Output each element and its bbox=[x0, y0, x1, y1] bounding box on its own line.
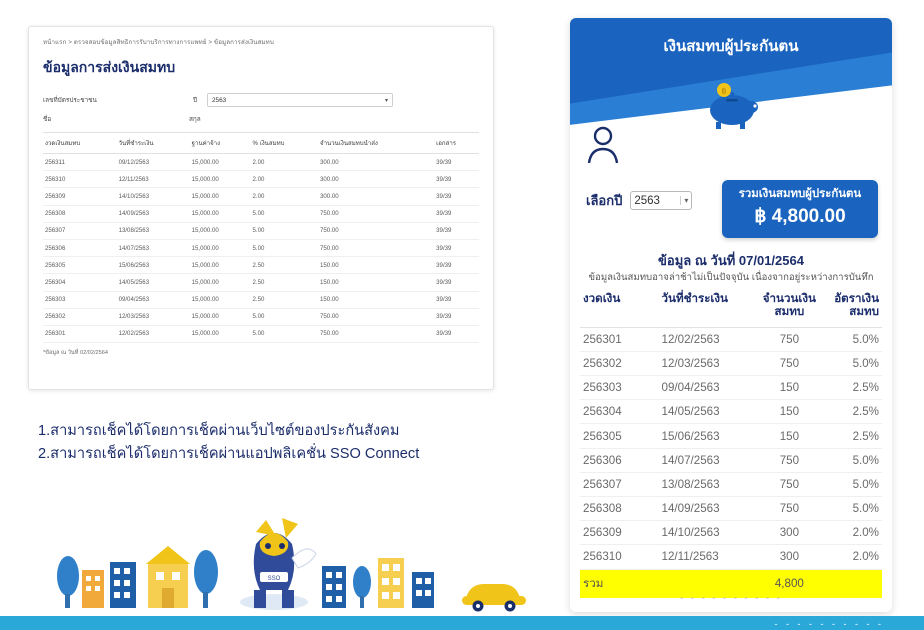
cell-doc: 39/39 bbox=[434, 325, 479, 342]
contribution-table bbox=[43, 132, 479, 343]
cell-paydate: 09/12/2563 bbox=[117, 154, 190, 171]
table-row bbox=[43, 325, 479, 342]
cell-paydate: 14/10/2563 bbox=[659, 521, 756, 545]
cell-doc: 39/39 bbox=[434, 188, 479, 205]
cell-rate: 2.00 bbox=[251, 154, 319, 171]
cell-paydate: 14/07/2563 bbox=[117, 239, 190, 256]
mascot bbox=[240, 518, 316, 610]
cell-paydate: 12/02/2563 bbox=[659, 327, 756, 351]
cell-paydate: 14/10/2563 bbox=[117, 188, 190, 205]
cell-wagebase: 15,000.00 bbox=[190, 257, 251, 274]
cell-wagebase: 15,000.00 bbox=[190, 274, 251, 291]
cell-wagebase: 15,000.00 bbox=[190, 188, 251, 205]
cell-period: 256309 bbox=[43, 188, 117, 205]
cell-period: 256310 bbox=[580, 545, 659, 569]
cell-rate: 5.00 bbox=[251, 308, 319, 325]
surname-label: สกุล bbox=[189, 116, 201, 123]
app-table-header-row bbox=[580, 290, 882, 327]
cell-wagebase: 15,000.00 bbox=[190, 205, 251, 222]
table-row bbox=[43, 154, 479, 171]
cell-amount: 750.00 bbox=[318, 308, 434, 325]
name-row bbox=[43, 114, 479, 124]
year-dropdown-value: 2563 bbox=[634, 194, 660, 207]
cell-period: 256301 bbox=[43, 325, 117, 342]
list-item bbox=[580, 424, 882, 448]
year-dropdown[interactable] bbox=[630, 191, 692, 210]
cell-amount: 150.00 bbox=[318, 291, 434, 308]
total-amount: ฿ 4,800.00 bbox=[754, 206, 846, 228]
cell-amount: 750.00 bbox=[318, 239, 434, 256]
table-header-row bbox=[43, 133, 479, 154]
instruction-line-1: 1.สามารถเช็คได้โดยการเช็คผ่านเว็บไซต์ของประกันสังคม bbox=[38, 423, 400, 439]
cell-rate: 2.0% bbox=[824, 521, 882, 545]
phone-bottom-dashes: - - - - - - - - - - bbox=[679, 592, 783, 604]
cell-period: 256306 bbox=[580, 448, 659, 472]
cell-rate: 5.0% bbox=[824, 448, 882, 472]
cell-period: 256304 bbox=[43, 274, 117, 291]
table-row bbox=[43, 188, 479, 205]
cell-amount: 300.00 bbox=[318, 171, 434, 188]
list-item bbox=[580, 400, 882, 424]
cell-wagebase: 15,000.00 bbox=[190, 325, 251, 342]
cell-amount: 150 bbox=[755, 424, 823, 448]
app-col-paydate: วันที่ชำระเงิน bbox=[659, 290, 756, 327]
cell-rate: 2.00 bbox=[251, 188, 319, 205]
list-item bbox=[580, 327, 882, 351]
cell-amount: 750 bbox=[755, 327, 823, 351]
cell-doc: 39/39 bbox=[434, 257, 479, 274]
cell-wagebase: 15,000.00 bbox=[190, 222, 251, 239]
cell-wagebase: 15,000.00 bbox=[190, 291, 251, 308]
cell-paydate: 14/05/2563 bbox=[659, 400, 756, 424]
cell-amount: 750.00 bbox=[318, 205, 434, 222]
instruction-list bbox=[38, 420, 508, 465]
app-table-body bbox=[580, 327, 882, 598]
year-select[interactable] bbox=[207, 93, 393, 107]
ssn-row bbox=[43, 93, 479, 107]
table-row bbox=[43, 171, 479, 188]
cell-paydate: 12/11/2563 bbox=[117, 171, 190, 188]
bottom-ribbon bbox=[0, 616, 924, 630]
mobile-app-mock bbox=[570, 18, 892, 612]
cell-rate: 2.50 bbox=[251, 257, 319, 274]
table-row bbox=[43, 257, 479, 274]
list-item bbox=[580, 351, 882, 375]
list-item bbox=[580, 376, 882, 400]
cell-doc: 39/39 bbox=[434, 291, 479, 308]
cell-period: 256302 bbox=[580, 351, 659, 375]
cell-wagebase: 15,000.00 bbox=[190, 171, 251, 188]
svg-text:฿: ฿ bbox=[721, 86, 727, 96]
cell-paydate: 13/08/2563 bbox=[659, 472, 756, 496]
cell-amount: 300 bbox=[755, 521, 823, 545]
web-portal-card bbox=[28, 26, 494, 390]
cell-amount: 150 bbox=[755, 400, 823, 424]
cell-period: 256307 bbox=[43, 222, 117, 239]
cell-paydate: 12/11/2563 bbox=[659, 545, 756, 569]
cell-period: 256301 bbox=[580, 327, 659, 351]
table-row bbox=[43, 239, 479, 256]
cell-amount: 150.00 bbox=[318, 257, 434, 274]
cell-paydate: 12/02/2563 bbox=[117, 325, 190, 342]
cell-doc: 39/39 bbox=[434, 171, 479, 188]
app-col-amount: จำนวนเงิน สมทบ bbox=[755, 290, 823, 327]
app-col-period: งวดเงิน bbox=[580, 290, 659, 327]
cell-amount: 750.00 bbox=[318, 222, 434, 239]
cell-amount: 300 bbox=[755, 545, 823, 569]
piggy-bank-icon bbox=[700, 80, 762, 132]
cell-period: 256302 bbox=[43, 308, 117, 325]
cell-paydate: 15/06/2563 bbox=[117, 257, 190, 274]
app-contribution-table bbox=[580, 290, 882, 598]
cell-period: 256309 bbox=[580, 521, 659, 545]
cell-amount: 300.00 bbox=[318, 154, 434, 171]
cell-paydate: 13/08/2563 bbox=[117, 222, 190, 239]
list-item bbox=[580, 448, 882, 472]
col-wagebase: ฐานค่าจ้าง bbox=[190, 133, 251, 154]
cell-amount: 750 bbox=[755, 472, 823, 496]
cell-period: 256308 bbox=[580, 496, 659, 520]
cell-rate: 2.5% bbox=[824, 424, 882, 448]
table-row bbox=[43, 274, 479, 291]
year-select-value: 2563 bbox=[212, 96, 227, 104]
app-title: เงินสมทบผู้ประกันตน bbox=[663, 38, 799, 55]
cell-rate: 2.50 bbox=[251, 274, 319, 291]
table-row bbox=[43, 205, 479, 222]
table-footnote: *ข้อมูล ณ วันที่ 02/02/2564 bbox=[43, 350, 108, 357]
cell-rate: 5.00 bbox=[251, 325, 319, 342]
asof-title: ข้อมูล ณ วันที่ 07/01/2564 bbox=[658, 253, 804, 268]
cell-rate: 2.0% bbox=[824, 545, 882, 569]
list-item bbox=[580, 472, 882, 496]
cell-period: 256303 bbox=[43, 291, 117, 308]
cell-rate: 5.0% bbox=[824, 496, 882, 520]
cell-rate: 5.0% bbox=[824, 351, 882, 375]
table-row bbox=[43, 308, 479, 325]
cell-paydate: 14/05/2563 bbox=[117, 274, 190, 291]
chevron-down-icon: ▾ bbox=[384, 97, 388, 104]
cell-period: 256310 bbox=[43, 171, 117, 188]
list-item bbox=[580, 521, 882, 545]
cell-rate: 5.00 bbox=[251, 239, 319, 256]
cell-rate: 2.5% bbox=[824, 400, 882, 424]
cell-wagebase: 15,000.00 bbox=[190, 239, 251, 256]
cell-paydate: 14/09/2563 bbox=[659, 496, 756, 520]
list-item bbox=[580, 496, 882, 520]
cell-period: 256305 bbox=[43, 257, 117, 274]
cell-wagebase: 15,000.00 bbox=[190, 154, 251, 171]
cell-rate: 2.00 bbox=[251, 171, 319, 188]
ribbon-dashes: - - - - - - - - - - bbox=[774, 619, 884, 629]
cell-rate: 2.50 bbox=[251, 291, 319, 308]
year-label: ปี bbox=[193, 97, 198, 104]
cell-paydate: 09/04/2563 bbox=[659, 376, 756, 400]
summary-label: รวม bbox=[580, 569, 659, 598]
city-illustration bbox=[30, 502, 550, 620]
user-avatar-icon[interactable] bbox=[586, 126, 620, 164]
cell-paydate: 12/03/2563 bbox=[659, 351, 756, 375]
cell-rate: 5.00 bbox=[251, 205, 319, 222]
chevron-down-icon: ▾ bbox=[680, 196, 688, 205]
col-period: งวดเงินสมทบ bbox=[43, 133, 117, 154]
cell-period: 256303 bbox=[580, 376, 659, 400]
cell-paydate: 15/06/2563 bbox=[659, 424, 756, 448]
cell-doc: 39/39 bbox=[434, 222, 479, 239]
app-col-rate: อัตราเงินสมทบ bbox=[824, 290, 882, 327]
cell-paydate: 14/09/2563 bbox=[117, 205, 190, 222]
col-paydate: วันที่ชำระเงิน bbox=[117, 133, 190, 154]
cell-doc: 39/39 bbox=[434, 239, 479, 256]
cell-period: 256307 bbox=[580, 472, 659, 496]
cell-rate: 5.00 bbox=[251, 222, 319, 239]
cell-amount: 150.00 bbox=[318, 274, 434, 291]
svg-text:SSO: SSO bbox=[267, 576, 281, 582]
table-row bbox=[43, 222, 479, 239]
ssn-label: เลขที่บัตรประชาชน bbox=[43, 97, 97, 104]
cell-doc: 39/39 bbox=[434, 154, 479, 171]
cell-rate: 5.0% bbox=[824, 472, 882, 496]
cell-paydate: 09/04/2563 bbox=[117, 291, 190, 308]
cell-amount: 300.00 bbox=[318, 188, 434, 205]
total-contribution-card bbox=[722, 180, 878, 238]
car-icon bbox=[462, 584, 526, 612]
table-body bbox=[43, 154, 479, 343]
cell-period: 256304 bbox=[580, 400, 659, 424]
page-title: ข้อมูลการส่งเงินสมทบ bbox=[43, 59, 176, 75]
cell-amount: 750 bbox=[755, 351, 823, 375]
cell-doc: 39/39 bbox=[434, 308, 479, 325]
cell-wagebase: 15,000.00 bbox=[190, 308, 251, 325]
cell-period: 256306 bbox=[43, 239, 117, 256]
breadcrumb[interactable]: หน้าแรก > ตรวจสอบข้อมูลสิทธิการรับาบริการทางการแพทย์ > ข้อมูลการส่งเงินสมทบ bbox=[43, 39, 274, 46]
table-row bbox=[43, 291, 479, 308]
list-item bbox=[580, 545, 882, 569]
cell-period: 256311 bbox=[43, 154, 117, 171]
cell-paydate: 14/07/2563 bbox=[659, 448, 756, 472]
cell-doc: 39/39 bbox=[434, 274, 479, 291]
year-filter-label: เลือกปี bbox=[586, 193, 623, 208]
cell-period: 256305 bbox=[580, 424, 659, 448]
cell-paydate: 12/03/2563 bbox=[117, 308, 190, 325]
cell-rate: 5.0% bbox=[824, 327, 882, 351]
cell-amount: 750 bbox=[755, 448, 823, 472]
cell-amount: 150 bbox=[755, 376, 823, 400]
year-filter bbox=[586, 190, 692, 211]
name-label: ชื่อ bbox=[43, 116, 52, 123]
cell-amount: 750.00 bbox=[318, 325, 434, 342]
cell-doc: 39/39 bbox=[434, 205, 479, 222]
col-rate: % เงินสมทบ bbox=[251, 133, 319, 154]
col-doc: เอกสาร bbox=[434, 133, 479, 154]
instruction-line-2: 2.สามารถเช็คได้โดยการเช็คผ่านแอปพลิเคชั่น SSO Connect bbox=[38, 445, 420, 462]
cell-period: 256308 bbox=[43, 205, 117, 222]
asof-note: ข้อมูลเงินสมทบอาจล่าช้าไม่เป็นปัจจุบัน เนื่องจากอยู่ระหว่างการบันทึก bbox=[588, 272, 874, 283]
cell-rate: 2.5% bbox=[824, 376, 882, 400]
col-amount: จำนวนเงินสมทบนำส่ง bbox=[318, 133, 434, 154]
cell-amount: 750 bbox=[755, 496, 823, 520]
summary-value: 4,800 bbox=[755, 569, 823, 598]
total-caption: รวมเงินสมทบผู้ประกันตน bbox=[738, 188, 862, 200]
